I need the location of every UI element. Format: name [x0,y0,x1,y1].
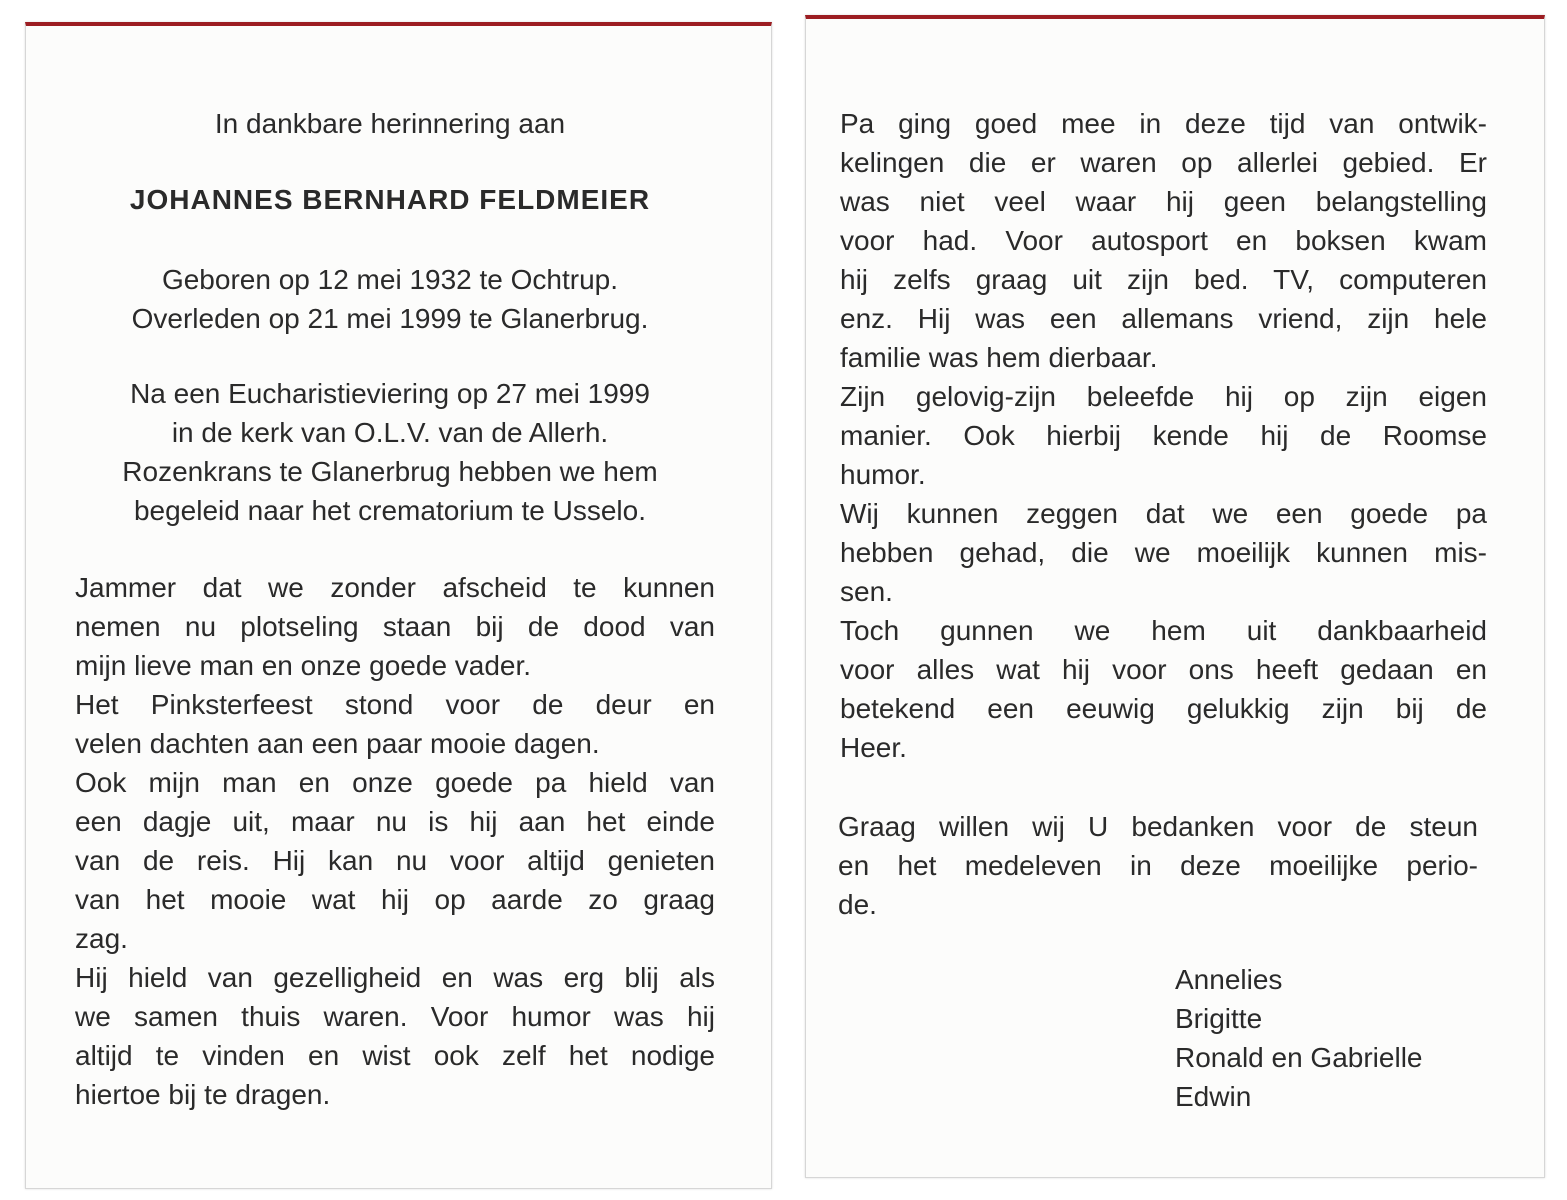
body-line: hij zelfs graag uit zijn bed. TV, computeren [840,264,1487,295]
body-line: voor alles wat hij voor ons heeft gedaan en [840,654,1487,685]
body-line: we samen thuis waren. Voor humor was hij [75,1001,715,1032]
body-line: altijd te vinden en wist ook zelf het nodige [75,1040,715,1071]
left-body-text [75,568,715,1114]
body-line: enz. Hij was een allemans vriend, zijn hele [840,303,1487,334]
body-line: velen dachten aan een paar mooie dagen. [75,728,600,759]
body-line: hebben gehad, die we moeilijk kunnen mis- [840,537,1487,568]
body-line: nemen nu plotseling staan bij de dood van [75,611,715,642]
service-details [60,374,720,530]
thanks-text [838,807,1478,924]
body-line: Het Pinksterfeest stond voor de deur en [75,689,715,720]
body-line: manier. Ook hierbij kende hij de Roomse [840,420,1487,451]
body-line: betekend een eeuwig gelukkig zijn bij de [840,693,1487,724]
thanks-line: Graag willen wij U bedanken voor de steun [838,811,1478,842]
intro-line: In dankbare herinnering aan [214,108,566,139]
body-line: Ook mijn man en onze goede pa hield van [75,767,715,798]
body-line: mijn lieve man en onze goede vader. [75,650,532,681]
signature-name: Ronald en Gabrielle [1175,1042,1423,1073]
deceased-name: JOHANNES BERNHARD FELDMEIER [129,184,651,215]
thanks-line: en het medeleven in deze moeilijke perio- [838,850,1478,881]
body-line: Hij hield van gezelligheid en was erg blij als [75,962,715,993]
body-line: Pa ging goed mee in deze tijd van ontwik- [840,108,1487,139]
service-line: Rozenkrans te Glanerbrug hebben we hem [122,456,658,487]
service-line: in de kerk van O.L.V. van de Allerh. [171,417,609,448]
body-line: humor. [840,459,926,490]
body-line: sen. [840,576,893,607]
signature-name: Edwin [1175,1081,1252,1112]
body-line: familie was hem dierbaar. [840,342,1158,373]
service-line: begeleid naar het crematorium te Usselo. [133,495,647,526]
body-line: een dagje uit, maar nu is hij aan het einde [75,806,715,837]
date-line: Overleden op 21 mei 1999 te Glanerbrug. [131,303,649,334]
body-line: Heer. [840,732,907,763]
signature-name: Brigitte [1175,1003,1263,1034]
body-line: van de reis. Hij kan nu voor altijd genieten [75,845,715,876]
body-line: voor had. Voor autosport en boksen kwam [840,225,1487,256]
signatures [1175,960,1515,1116]
body-line: Toch gunnen we hem uit dankbaarheid [840,615,1487,646]
body-line: hiertoe bij te dragen. [75,1079,331,1110]
body-line: Jammer dat we zonder afscheid te kunnen [75,572,715,603]
date-line: Geboren op 12 mei 1932 te Ochtrup. [161,264,619,295]
right-body-text [840,104,1487,767]
birth-death-dates [60,260,720,338]
service-line: Na een Eucharistieviering op 27 mei 1999 [130,378,650,409]
body-line: was niet veel waar hij geen belangstelling [840,186,1487,217]
thanks-line: de. [838,889,877,920]
body-line: Zijn gelovig-zijn beleefde hij op zijn eigen [840,381,1487,412]
body-line: zag. [75,923,128,954]
body-line: Wij kunnen zeggen dat we een goede pa [840,498,1487,529]
signature-name: Annelies [1175,964,1283,995]
body-line: van het mooie wat hij op aarde zo graag [75,884,715,915]
body-line: kelingen die er waren op allerlei gebied. Er [840,147,1487,178]
